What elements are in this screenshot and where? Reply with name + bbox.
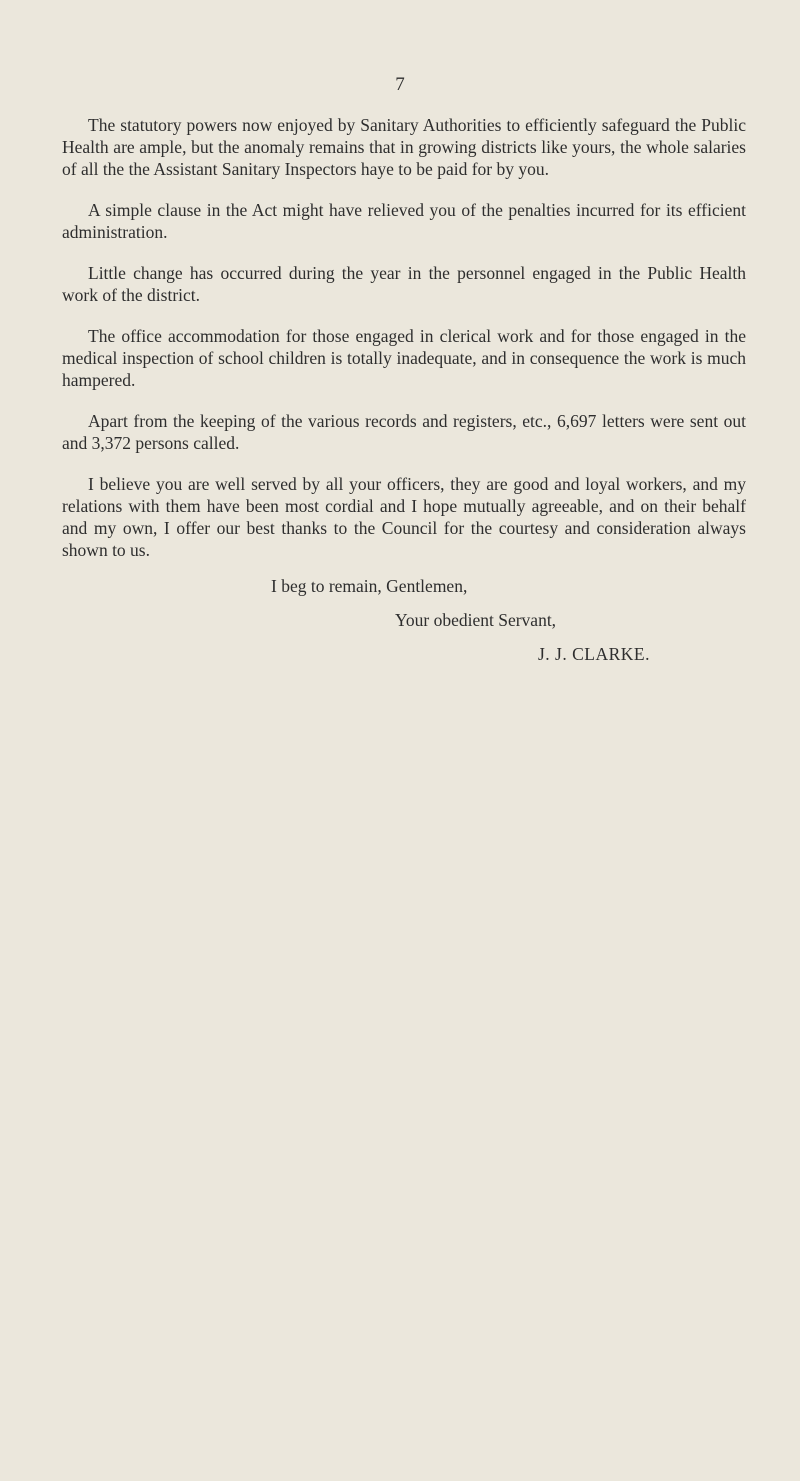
paragraph-statutory-powers: The statutory powers now enjoyed by Sanitary Authorities to efficiently safeguard the Public Health are ample, but the anomaly remains that in growing districts like yours, the whole salaries of all the the Assistant Sanitary Inspectors haye to be paid for by you. — [62, 115, 746, 179]
closing-salutation: I beg to remain, Gentlemen, — [271, 576, 468, 596]
closing-valediction: Your obedient Servant, — [395, 610, 557, 630]
paragraph-office-accommodation: The office accommodation for those engaged in clerical work and for those engaged in the medical inspection of school children is totally inadequate, and in consequence the work is much hampered. — [62, 326, 746, 390]
paragraph-records-letters: Apart from the keeping of the various records and registers, etc., 6,697 letters were sent out and 3,372 persons called. — [62, 411, 746, 453]
signature: J. J. CLARKE. — [538, 644, 650, 664]
paragraph-personnel: Little change has occurred during the year in the personnel engaged in the Public Health work of the district. — [62, 263, 746, 305]
paragraph-officers-thanks: I believe you are well served by all your officers, they are good and loyal workers, and my relations with them have been most cordial and I hope mutually agreeable, and on their behalf and my own, I offer our best thanks to the Council for the courtesy and consideration always shown to us. — [62, 474, 746, 560]
page-number: 7 — [395, 74, 405, 95]
paragraph-simple-clause: A simple clause in the Act might have relieved you of the penalties incurred for its efficient administration. — [62, 200, 746, 242]
letter-body — [62, 114, 746, 665]
